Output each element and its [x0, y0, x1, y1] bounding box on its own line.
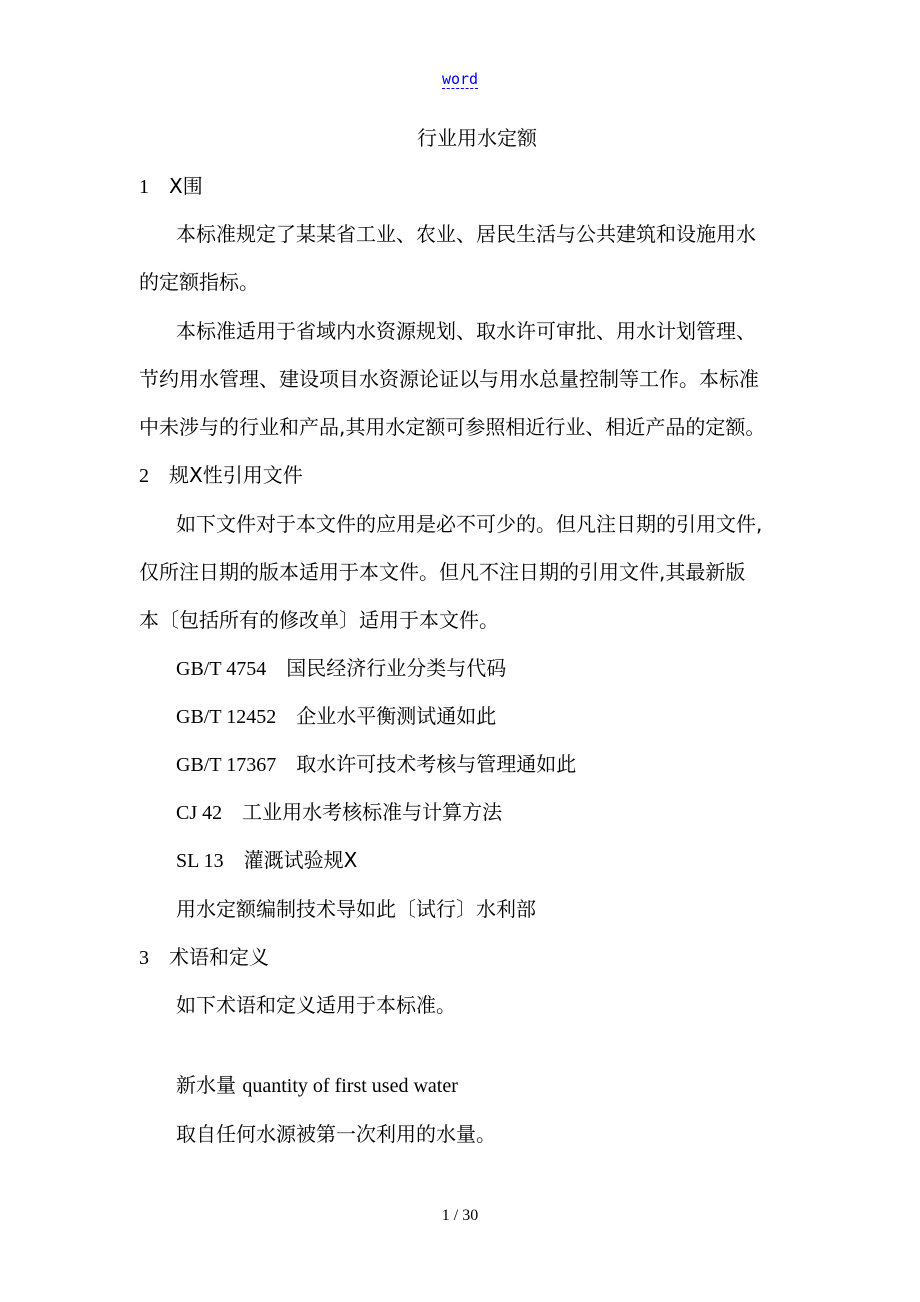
reference-title: 灌溉试验规X	[243, 848, 358, 872]
reference-code: SL 13	[176, 850, 224, 872]
reference-title: 工业用水考核标准与计算方法	[242, 800, 503, 824]
section-title: 规X性引用文件	[169, 463, 303, 487]
section-heading-2	[139, 461, 303, 490]
paragraph-line: 本〔包括所有的修改单〕适用于本文件。	[139, 608, 499, 632]
term-heading	[176, 1071, 458, 1100]
reference-code: GB/T 12452	[176, 706, 277, 728]
reference-code: GB/T 4754	[176, 658, 267, 680]
reference-item	[176, 702, 496, 731]
section-heading-3	[139, 943, 269, 972]
section-number: 3	[139, 947, 149, 969]
paragraph-line: 节约用水管理、建设项目水资源论证以与用水总量控制等工作。本标准	[139, 367, 759, 391]
reference-item	[176, 846, 357, 875]
reference-item-plain: 用水定额编制技术导如此〔试行〕水利部	[176, 897, 536, 921]
reference-item	[176, 750, 576, 779]
section-heading-1	[139, 172, 203, 201]
reference-code: CJ 42	[176, 802, 223, 824]
term-name-en: quantity of first used water	[242, 1075, 458, 1097]
section-number: 2	[139, 465, 149, 487]
header-word-link[interactable]: word	[441, 70, 479, 88]
paragraph-line: 的定额指标。	[139, 270, 259, 294]
paragraph-line: 仅所注日期的版本适用于本文件。但凡不注日期的引用文件,其最新版	[139, 560, 746, 584]
paragraph-line: 如下文件对于本文件的应用是必不可少的。但凡注日期的引用文件,	[176, 512, 763, 536]
section-title: 术语和定义	[169, 945, 269, 969]
paragraph-line: 本标准适用于省域内水资源规划、取水许可审批、用水计划管理、	[176, 319, 756, 343]
page-indicator: 1 / 30	[441, 1207, 479, 1224]
section-number: 1	[139, 176, 149, 198]
reference-code: GB/T 17367	[176, 754, 277, 776]
reference-item	[176, 798, 502, 827]
term-name-cn: 新水量	[176, 1073, 236, 1097]
paragraph-line: 如下术语和定义适用于本标准。	[176, 993, 456, 1017]
reference-title: 取水许可技术考核与管理通如此	[296, 752, 577, 776]
reference-item	[176, 654, 506, 683]
term-definition: 取自任何水源被第一次利用的水量。	[176, 1122, 496, 1146]
header-word-link-wrapper	[0, 69, 920, 89]
reference-title: 企业水平衡测试通如此	[296, 704, 497, 728]
document-title: 行业用水定额	[417, 126, 537, 150]
paragraph-line: 本标准规定了某某省工业、农业、居民生活与公共建筑和设施用水	[176, 222, 756, 246]
paragraph-line: 中未涉与的行业和产品,其用水定额可参照相近行业、相近产品的定额。	[139, 415, 766, 439]
reference-title: 国民经济行业分类与代码	[286, 656, 507, 680]
section-title: X围	[169, 174, 203, 198]
